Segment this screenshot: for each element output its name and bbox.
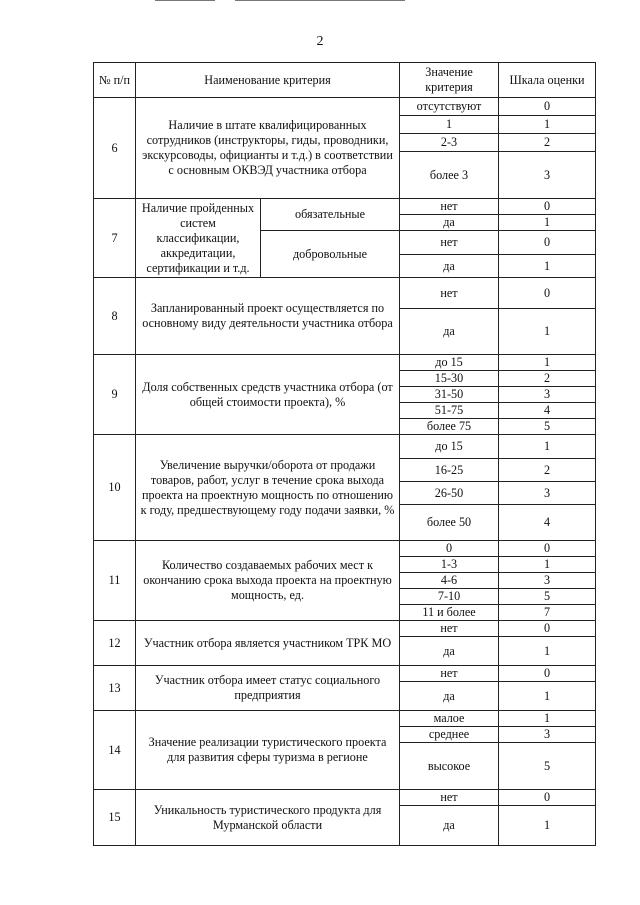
criterion-value: да bbox=[400, 215, 499, 231]
table-row bbox=[94, 621, 596, 637]
score-value: 2 bbox=[499, 134, 596, 152]
criterion-value: нет bbox=[400, 666, 499, 682]
criterion-name: Наличие пройденных систем классификации, аккредитации, сертификации и т.д. bbox=[136, 199, 261, 278]
criterion-value: 2-3 bbox=[400, 134, 499, 152]
row-number: 8 bbox=[94, 278, 136, 355]
score-value: 0 bbox=[499, 666, 596, 682]
row-number: 9 bbox=[94, 355, 136, 435]
score-value: 5 bbox=[499, 589, 596, 605]
criteria-table bbox=[93, 62, 596, 846]
score-value: 3 bbox=[499, 387, 596, 403]
score-value: 2 bbox=[499, 459, 596, 482]
criterion-name: Участник отбора имеет статус социального предприятия bbox=[136, 666, 400, 711]
criterion-value: до 15 bbox=[400, 355, 499, 371]
score-value: 1 bbox=[499, 806, 596, 846]
criterion-value: до 15 bbox=[400, 435, 499, 459]
criterion-value: да bbox=[400, 682, 499, 711]
criterion-name: Уникальность туристического продукта для Мурманской области bbox=[136, 790, 400, 846]
table-row bbox=[94, 541, 596, 557]
criterion-value: более 3 bbox=[400, 152, 499, 199]
table-row bbox=[94, 199, 596, 215]
criterion-value: нет bbox=[400, 621, 499, 637]
table-row bbox=[94, 278, 596, 309]
row-number: 10 bbox=[94, 435, 136, 541]
header-criterion-value: Значение критерия bbox=[400, 63, 499, 98]
row-number: 6 bbox=[94, 98, 136, 199]
table-row bbox=[94, 790, 596, 806]
criterion-value: 51-75 bbox=[400, 403, 499, 419]
criterion-value: 31-50 bbox=[400, 387, 499, 403]
score-value: 1 bbox=[499, 682, 596, 711]
row-number: 13 bbox=[94, 666, 136, 711]
score-value: 2 bbox=[499, 371, 596, 387]
header-num: № п/п bbox=[94, 63, 136, 98]
criterion-value: нет bbox=[400, 199, 499, 215]
table-row bbox=[94, 711, 596, 727]
criterion-value: да bbox=[400, 637, 499, 666]
score-value: 3 bbox=[499, 482, 596, 505]
criterion-value: 11 и более bbox=[400, 605, 499, 621]
criterion-subtype: добровольные bbox=[261, 231, 400, 278]
score-value: 1 bbox=[499, 711, 596, 727]
top-rule-right bbox=[235, 0, 405, 1]
criterion-name: Участник отбора является участником ТРК МО bbox=[136, 621, 400, 666]
criterion-name: Увеличение выручки/оборота от продажи товаров, работ, услуг в течение срока выхода проекта на проектную мощность по отношению к году, предшествующему году подачи заявки, % bbox=[136, 435, 400, 541]
criterion-name: Доля собственных средств участника отбора (от общей стоимости проекта), % bbox=[136, 355, 400, 435]
table-row bbox=[94, 355, 596, 371]
score-value: 0 bbox=[499, 231, 596, 255]
score-value: 1 bbox=[499, 309, 596, 355]
row-number: 12 bbox=[94, 621, 136, 666]
criterion-value: да bbox=[400, 806, 499, 846]
criterion-name: Наличие в штате квалифицированных сотрудников (инструкторы, гиды, проводники, экскурсоводы, официанты и т.д.) в соответствии с основным ОКВЭД участника отбора bbox=[136, 98, 400, 199]
row-number: 7 bbox=[94, 199, 136, 278]
criterion-value: 26-50 bbox=[400, 482, 499, 505]
score-value: 0 bbox=[499, 199, 596, 215]
criterion-value: малое bbox=[400, 711, 499, 727]
row-number: 11 bbox=[94, 541, 136, 621]
criterion-value: 16-25 bbox=[400, 459, 499, 482]
score-value: 3 bbox=[499, 727, 596, 743]
criterion-value: 1-3 bbox=[400, 557, 499, 573]
score-value: 1 bbox=[499, 637, 596, 666]
score-value: 7 bbox=[499, 605, 596, 621]
header-score-scale: Шкала оценки bbox=[499, 63, 596, 98]
score-value: 0 bbox=[499, 621, 596, 637]
criterion-value: нет bbox=[400, 231, 499, 255]
criterion-subtype: обязательные bbox=[261, 199, 400, 231]
score-value: 0 bbox=[499, 278, 596, 309]
score-value: 1 bbox=[499, 355, 596, 371]
criterion-value: высокое bbox=[400, 743, 499, 790]
criterion-name: Значение реализации туристического проекта для развития сферы туризма в регионе bbox=[136, 711, 400, 790]
score-value: 0 bbox=[499, 541, 596, 557]
criterion-value: 15-30 bbox=[400, 371, 499, 387]
criterion-name: Запланированный проект осуществляется по основному виду деятельности участника отбора bbox=[136, 278, 400, 355]
criterion-value: более 75 bbox=[400, 419, 499, 435]
table-row bbox=[94, 435, 596, 459]
criterion-value: 1 bbox=[400, 116, 499, 134]
criterion-value: нет bbox=[400, 278, 499, 309]
header-criterion-name: Наименование критерия bbox=[136, 63, 400, 98]
score-value: 1 bbox=[499, 557, 596, 573]
criterion-value: 4-6 bbox=[400, 573, 499, 589]
score-value: 3 bbox=[499, 573, 596, 589]
criterion-name: Количество создаваемых рабочих мест к окончанию срока выхода проекта на проектную мощность, ед. bbox=[136, 541, 400, 621]
criterion-value: 7-10 bbox=[400, 589, 499, 605]
criterion-value: более 50 bbox=[400, 505, 499, 541]
criterion-value: 0 bbox=[400, 541, 499, 557]
table-row bbox=[94, 666, 596, 682]
score-value: 5 bbox=[499, 419, 596, 435]
table-header-row bbox=[94, 63, 596, 98]
table-row bbox=[94, 98, 596, 116]
score-value: 3 bbox=[499, 152, 596, 199]
page-number: 2 bbox=[316, 34, 324, 49]
score-value: 1 bbox=[499, 215, 596, 231]
criterion-value: среднее bbox=[400, 727, 499, 743]
row-number: 15 bbox=[94, 790, 136, 846]
score-value: 4 bbox=[499, 403, 596, 419]
criterion-value: да bbox=[400, 255, 499, 278]
score-value: 4 bbox=[499, 505, 596, 541]
score-value: 1 bbox=[499, 116, 596, 134]
score-value: 5 bbox=[499, 743, 596, 790]
score-value: 0 bbox=[499, 98, 596, 116]
criterion-value: отсутствуют bbox=[400, 98, 499, 116]
row-number: 14 bbox=[94, 711, 136, 790]
score-value: 1 bbox=[499, 435, 596, 459]
criterion-value: да bbox=[400, 309, 499, 355]
score-value: 0 bbox=[499, 790, 596, 806]
criterion-value: нет bbox=[400, 790, 499, 806]
score-value: 1 bbox=[499, 255, 596, 278]
top-rule-left bbox=[155, 0, 215, 1]
